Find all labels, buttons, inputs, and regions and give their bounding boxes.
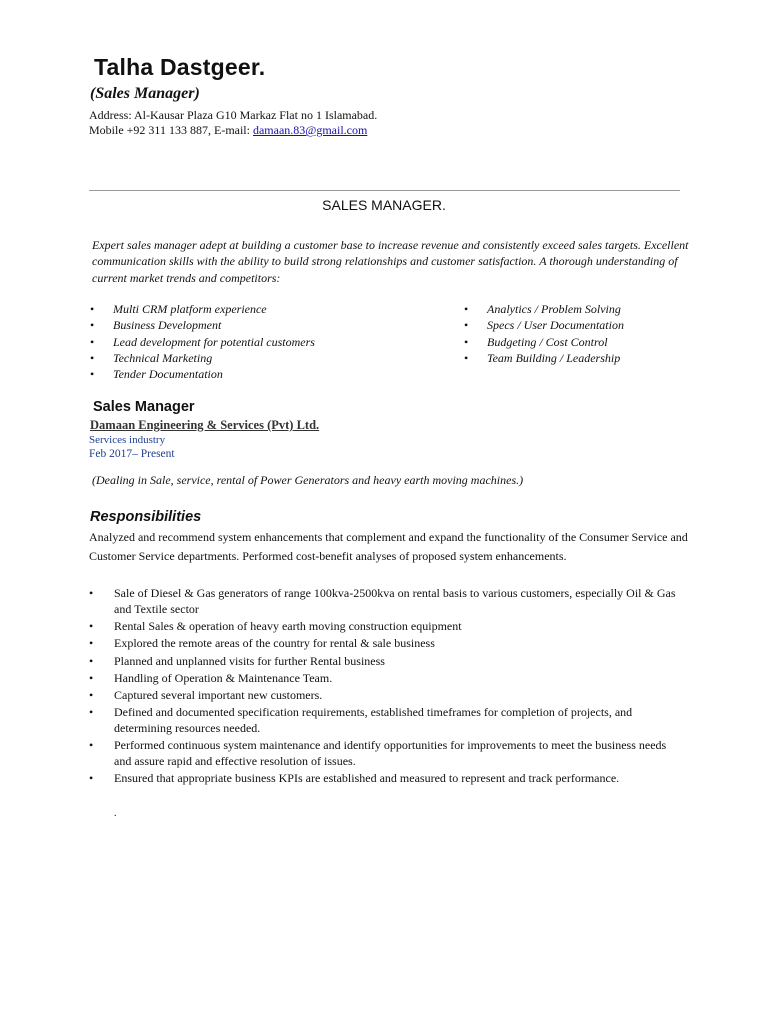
responsibility-text: Rental Sales & operation of heavy earth moving construction equipment bbox=[114, 619, 462, 633]
responsibility-item bbox=[89, 671, 681, 687]
job-title: Sales Manager bbox=[93, 399, 195, 415]
responsibilities-intro: Analyzed and recommend system enhancements that complement and expand the functionality of the Consumer Service and Customer Service departments. Performed cost-benefit analyses of proposed system enhancements. bbox=[89, 530, 688, 563]
responsibility-item bbox=[89, 619, 681, 635]
skill-text: Team Building / Leadership bbox=[487, 350, 621, 365]
skill-text: Tender Documentation bbox=[113, 367, 223, 382]
responsibility-text: Captured several important new customers. bbox=[114, 688, 323, 703]
skill-item bbox=[464, 301, 624, 317]
bullet: • bbox=[89, 636, 94, 651]
address-line: Address: Al-Kausar Plaza G10 Markaz Flat no 1 Islamabad. bbox=[89, 108, 378, 122]
contact-line bbox=[89, 123, 367, 138]
responsibility-text: Performed continuous system maintenance and identify opportunities for improvements to meet the business needs and assure rapid and effective resolution of issues. bbox=[114, 738, 667, 769]
section-heading-text: SALES MANAGER. bbox=[322, 197, 446, 213]
responsibility-text: Handling of Operation & Maintenance Team. bbox=[114, 670, 333, 685]
responsibility-text: Ensured that appropriate business KPIs are established and measured to represent and track performance. bbox=[114, 771, 620, 786]
responsibility-item bbox=[89, 705, 681, 736]
bullet: • bbox=[89, 688, 94, 703]
footer-mark: . bbox=[114, 808, 117, 819]
responsibilities-heading: Responsibilities bbox=[90, 509, 202, 525]
skills-list-left bbox=[90, 301, 315, 382]
skill-text: Analytics / Problem Solving bbox=[487, 302, 621, 316]
employment-dates: Feb 2017– Present bbox=[89, 448, 175, 460]
bullet: • bbox=[89, 670, 94, 685]
skill-text: Specs / User Documentation bbox=[487, 318, 624, 333]
skill-item bbox=[90, 301, 315, 317]
skill-text: Technical Marketing bbox=[113, 350, 213, 365]
bullet: • bbox=[90, 302, 95, 316]
responsibility-text: Defined and documented specification requirements, established timeframes for completion of projects, and determining resources needed. bbox=[114, 705, 633, 736]
company-name: Damaan Engineering & Services (Pvt) Ltd. bbox=[90, 418, 320, 432]
responsibility-item bbox=[89, 654, 681, 670]
bullet: • bbox=[464, 334, 469, 349]
responsibility-item bbox=[89, 738, 681, 769]
skill-text: Lead development for potential customers bbox=[113, 334, 315, 349]
responsibility-text: Explored the remote areas of the country for rental & sale business bbox=[114, 636, 435, 651]
bullet: • bbox=[89, 738, 94, 753]
bullet: • bbox=[89, 771, 94, 786]
responsibility-item bbox=[89, 586, 681, 617]
skill-item bbox=[90, 366, 315, 382]
skill-item bbox=[464, 317, 624, 333]
responsibility-item bbox=[89, 688, 681, 704]
bullet: • bbox=[89, 619, 94, 633]
bullet: • bbox=[89, 653, 94, 668]
mobile-text: Mobile +92 311 133 887, E-mail: bbox=[89, 123, 253, 137]
summary-paragraph: Expert sales manager adept at building a customer base to increase revenue and consistently exceed sales targets. Excellent communication skills with the ability to build strong relationships and customer satisfaction. A thorough understanding of current market trends and competitors: bbox=[92, 238, 689, 285]
horizontal-divider bbox=[89, 190, 680, 191]
skill-text: Budgeting / Cost Control bbox=[487, 334, 608, 349]
bullet: • bbox=[464, 302, 469, 316]
email-link[interactable]: damaan.83@gmail.com bbox=[252, 123, 368, 137]
bullet: • bbox=[89, 586, 94, 600]
candidate-name: Talha Dastgeer. bbox=[94, 54, 266, 80]
skill-text: Business Development bbox=[113, 318, 222, 333]
bullet: • bbox=[90, 367, 95, 382]
skill-item bbox=[90, 334, 315, 350]
company-description: (Dealing in Sale, service, rental of Power Generators and heavy earth moving machines.) bbox=[92, 473, 524, 487]
responsibilities-list bbox=[89, 586, 681, 789]
bullet: • bbox=[89, 705, 94, 720]
section-heading bbox=[0, 197, 768, 213]
responsibility-item bbox=[89, 636, 681, 652]
skill-text: Multi CRM platform experience bbox=[113, 302, 267, 316]
responsibility-text: Planned and unplanned visits for further Rental business bbox=[114, 653, 385, 668]
bullet: • bbox=[464, 318, 469, 333]
bullet: • bbox=[90, 350, 95, 365]
skill-item bbox=[90, 317, 315, 333]
industry-label: Services industry bbox=[89, 434, 166, 446]
skill-item bbox=[464, 334, 624, 350]
responsibility-item bbox=[89, 771, 681, 787]
skill-item bbox=[464, 350, 624, 366]
bullet: • bbox=[90, 318, 95, 333]
skills-list-right bbox=[464, 301, 624, 366]
candidate-role: (Sales Manager) bbox=[90, 85, 200, 102]
skill-item bbox=[90, 350, 315, 366]
bullet: • bbox=[464, 350, 469, 365]
responsibility-text: Sale of Diesel & Gas generators of range 100kva-2500kva on rental basis to various customers, especially Oil & Gas and Textile sector bbox=[114, 586, 676, 616]
bullet: • bbox=[90, 334, 95, 349]
